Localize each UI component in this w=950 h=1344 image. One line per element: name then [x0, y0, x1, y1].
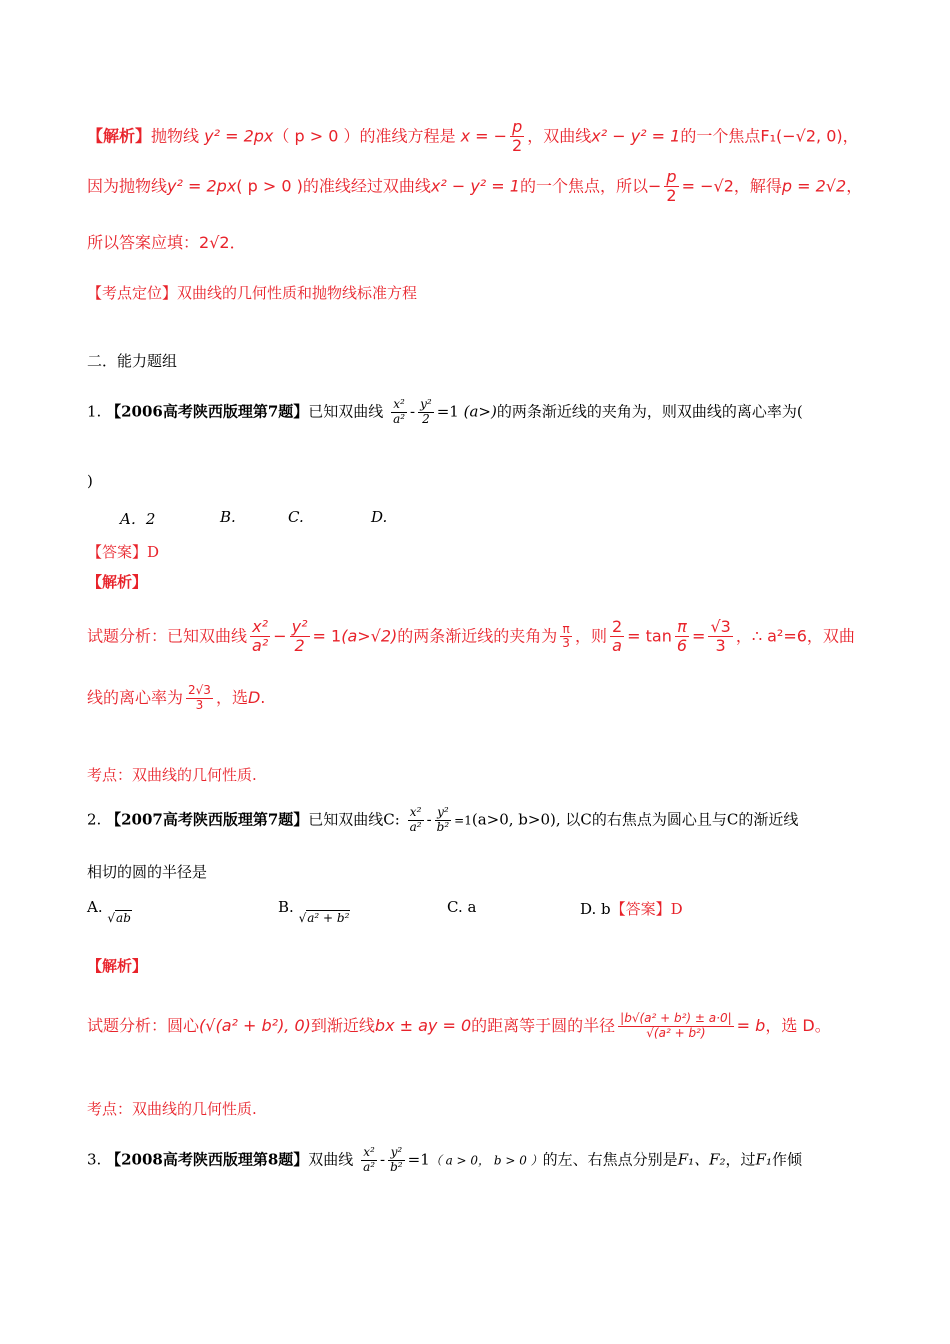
- focus-point: F₁(−√2, 0): [760, 126, 843, 146]
- kaodian-q2: 考点：双曲线的几何性质.: [87, 1100, 257, 1118]
- option-a: A．2: [120, 510, 156, 528]
- kaodian-q1: 考点：双曲线的几何性质.: [87, 766, 257, 784]
- option-a: A. √ab: [87, 898, 131, 925]
- option-c: C. a: [447, 898, 477, 916]
- analysis-line-1: 【解析】抛物线 y² = 2px（ p > 0 ）的准线方程是 x = − $\frac{p}{2}$ ，双曲线x² − y² = 1的一个焦点F₁(−√2, 0)，: [87, 117, 859, 156]
- question-2: 2. 【2007高考陕西版理第7题】已知双曲线C: $\frac{\text{x²}}{\text{a²}}$ - $\frac{\text{y²}}{\text{b²}}$ =1(a>0, b>0), 以C的右焦点为圆心且与C的渐近线: [87, 805, 799, 834]
- kaodian-positioning: 【考点定位】双曲线的几何性质和抛物线标准方程: [87, 284, 418, 302]
- option-c: C.: [288, 508, 304, 526]
- analysis-2: 试题分析：圆心(√(a² + b²), 0)到渐近线bx ± ay = 0的距离等于圆的半径 $\frac{\text{|b√(a² + b²) ± a·0|}}{\text{√(a² + b²)}}$ = b，选 D。: [87, 1011, 831, 1040]
- option-d: D. b【答案】D: [580, 900, 683, 918]
- option-b: B.: [220, 508, 236, 526]
- question-3: 3. 【2008高考陕西版理第8题】双曲线 $\frac{\text{x²}}{\text{a²}}$ - $\frac{\text{y²}}{\text{b²}}$ =1（ a > 0， b > 0 ）的左、右焦点分别是F₁、F₂，过F₁作倾: [87, 1145, 802, 1174]
- parabola-equation: y² = 2px: [204, 126, 274, 146]
- jiexi-tag: 【解析】: [87, 126, 152, 146]
- fraction-y2-2: $\frac{\text{y²}}{2}$: [420, 397, 432, 426]
- hyperbola-equation: x² − y² = 1: [591, 126, 681, 146]
- analysis-line-2: 因为抛物线y² = 2px( p > 0 )的准线经过双曲线x² − y² = 1的一个焦点，所以− $\frac{p}{2}$ = −√2，解得p = 2√2，: [87, 167, 863, 206]
- section-title: 二．能力题组: [87, 352, 178, 370]
- question-2-line-2: 相切的圆的半径是: [87, 863, 208, 881]
- analysis-line-3: 所以答案应填：2√2．: [87, 233, 246, 252]
- question-1: 1. 【2006高考陕西版理第7题】已知双曲线 $\frac{\text{x²}}{\text{a²}}$ - $\frac{\text{y²}}{2}$ =1 (a>)的两条渐近线的夹角为，则双曲线的离心率为(: [87, 397, 803, 426]
- fraction-x2-a2: $\frac{\text{x²}}{\text{a²}}$: [393, 397, 406, 426]
- analysis-1-line-1: 试题分析：已知双曲线 $\frac{\text{x²}}{\text{a²}}$ − $\frac{\text{y²}}{2}$ = 1(a>√2)的两条渐近线的夹角为 $\frac{\pi}{3}$ ，则 $\frac{2}{a}$ = tan $\frac{\pi}{6}$ = $\frac{√3}{3}$ ，∴ a²=6，双曲: [87, 617, 855, 656]
- fraction-p-over-2: $\frac{p}{2}$: [512, 117, 523, 156]
- answer-1: 【答案】D: [87, 543, 160, 561]
- answer-value: 2√2: [199, 233, 230, 252]
- analysis-1-line-2: 线的离心率为 $\frac{2√3}{3}$ ，选D.: [87, 683, 266, 712]
- option-d: D.: [371, 508, 388, 526]
- option-b: B. √a² + b²: [278, 898, 350, 925]
- answer-2: 【答案】D: [610, 900, 683, 918]
- jiexi-1: 【解析】: [87, 573, 148, 591]
- fraction-p-over-2: $\frac{p}{2}$: [666, 167, 677, 206]
- result-p: p = 2√2: [781, 176, 847, 196]
- jiexi-2: 【解析】: [87, 957, 148, 975]
- question-1-close: ): [87, 472, 93, 490]
